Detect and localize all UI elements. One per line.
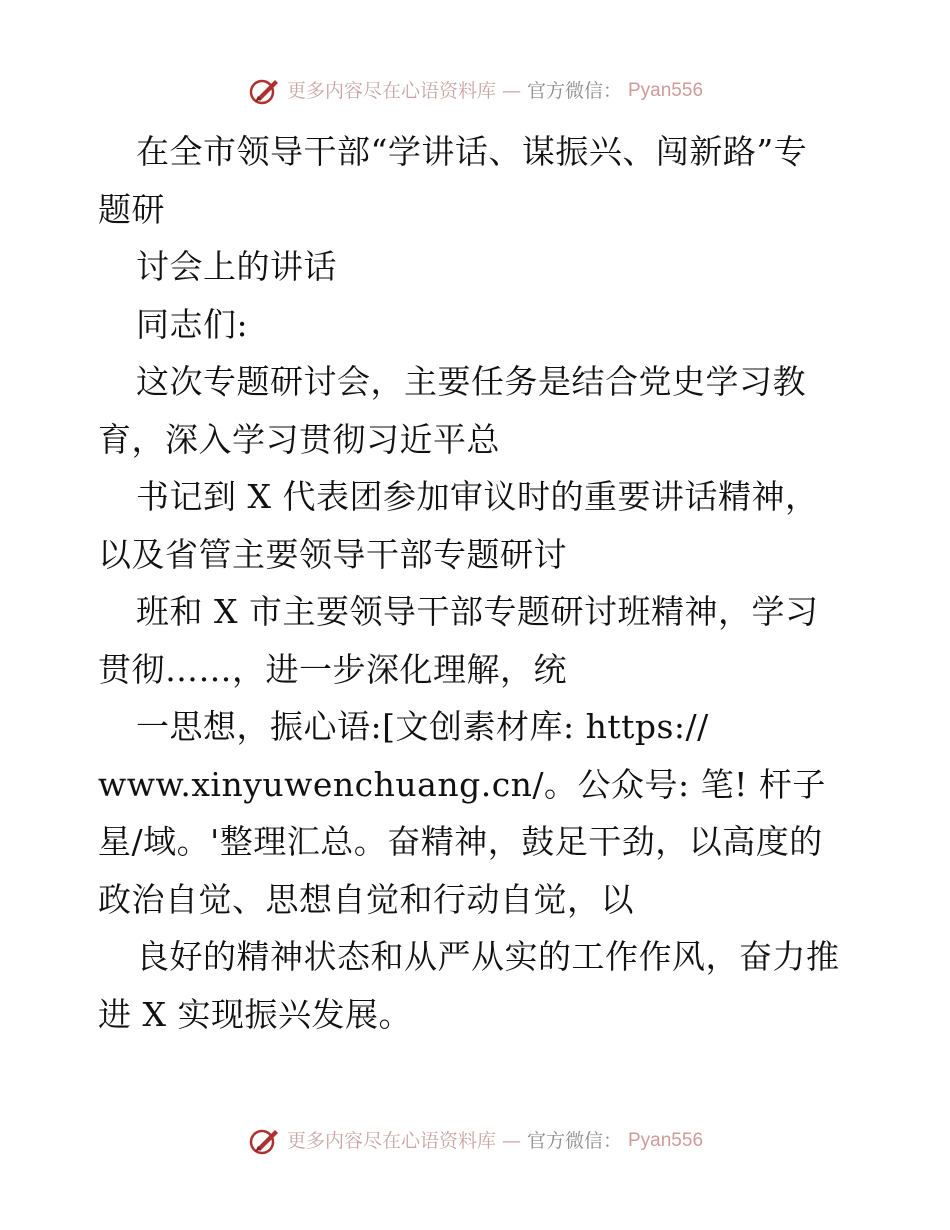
watermark-main-text: 更多内容尽在心语资料库 xyxy=(286,1130,496,1152)
watermark-main-text: 更多内容尽在心语资料库 xyxy=(286,80,496,102)
quill-pen-logo-icon xyxy=(247,76,281,106)
doc-line: 以及省管主要领导干部专题研讨 xyxy=(98,534,567,574)
watermark-wechat-id: Pyan556 xyxy=(628,80,704,101)
footer-watermark xyxy=(0,1126,950,1156)
doc-line: 题研 xyxy=(98,189,165,229)
doc-line: 贯彻……，进一步深化理解，统 xyxy=(98,649,567,689)
header-watermark xyxy=(0,76,950,106)
watermark-label: 官方微信： xyxy=(526,1130,622,1152)
doc-line: 书记到 X 代表团参加审议时的重要讲话精神， xyxy=(136,477,819,516)
watermark-label: 官方微信： xyxy=(526,80,622,102)
doc-line: 一思想，振心语:[文创素材库: https:// xyxy=(136,707,709,746)
watermark-dash: — xyxy=(501,1130,521,1152)
doc-line: 良好的精神状态和从严从实的工作作风，奋力推 xyxy=(136,937,840,976)
doc-line: 在全市领导干部“学讲话、谋振兴、闯新路”专 xyxy=(136,132,808,171)
doc-line: 进 X 实现振兴发展。 xyxy=(98,994,412,1034)
watermark-dash: — xyxy=(501,80,521,102)
document-body xyxy=(98,123,898,1043)
doc-line: 育，深入学习贯彻习近平总 xyxy=(98,419,500,459)
doc-line: 星/域。'整理汇总。奋精神，鼓足干劲，以高度的 xyxy=(98,822,823,861)
doc-line: 同志们: xyxy=(136,304,249,344)
doc-line: 班和 X 市主要领导干部专题研讨班精神，学习 xyxy=(136,592,819,631)
doc-line: 政治自觉、思想自觉和行动自觉，以 xyxy=(98,879,634,919)
quill-pen-logo-icon xyxy=(247,1126,281,1156)
doc-line: www.xinyuwenchuang.cn/。公众号: 笔! 杆子 xyxy=(98,764,826,804)
doc-line: 讨会上的讲话 xyxy=(136,247,337,286)
watermark-wechat-id: Pyan556 xyxy=(628,1130,704,1151)
doc-line: 这次专题研讨会，主要任务是结合党史学习教 xyxy=(136,362,806,401)
